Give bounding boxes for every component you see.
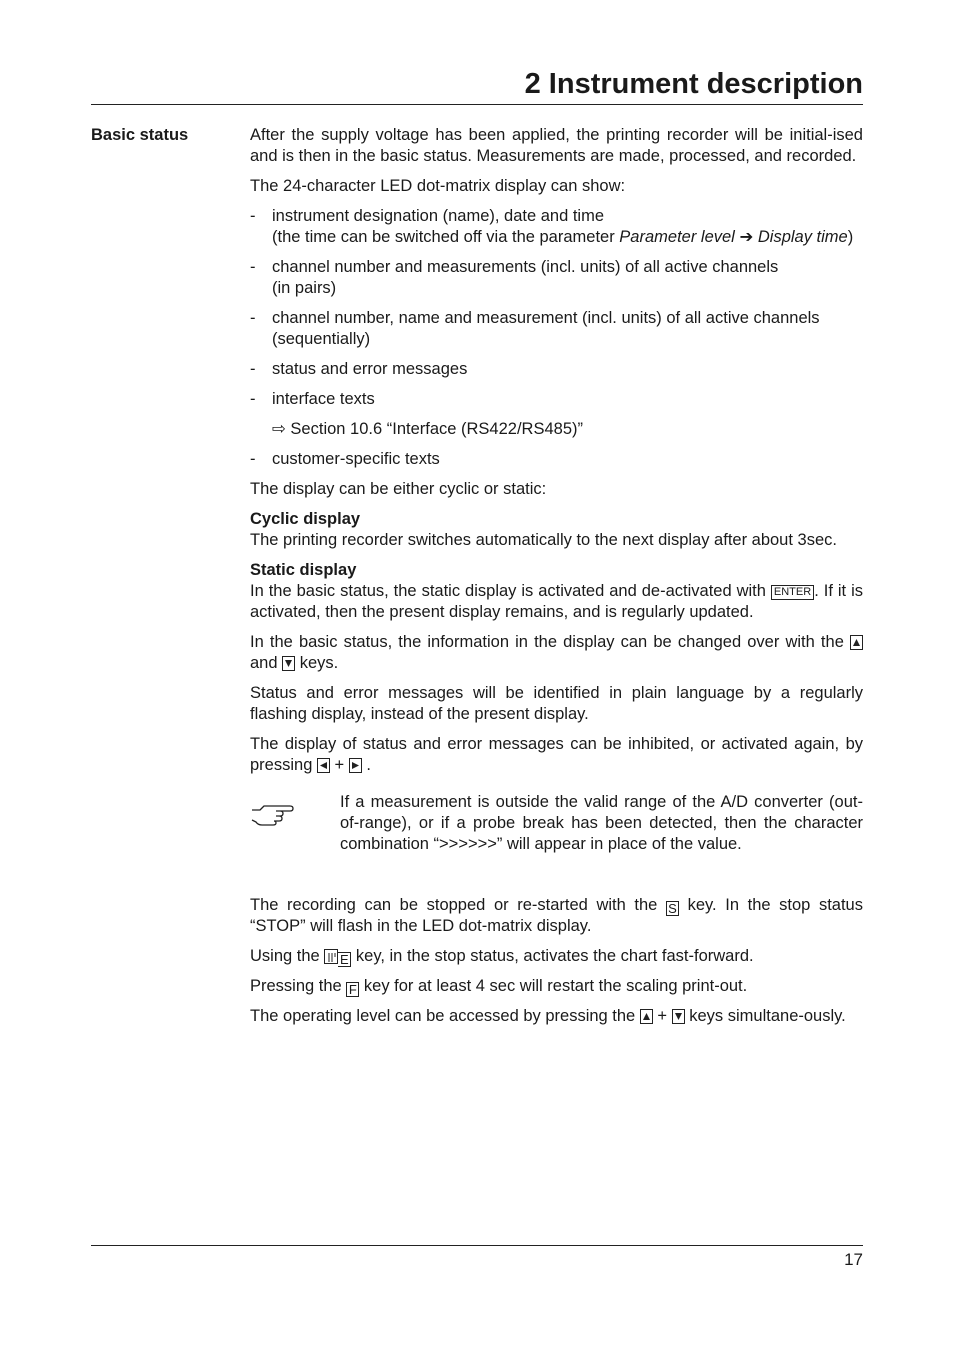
list-item: - channel number, name and measurement (incl. units) of all active channels (sequentially) (250, 309, 820, 348)
fast-forward-key-icon (324, 949, 338, 964)
enter-key-icon: ENTER (771, 585, 814, 600)
e-key-icon: E (338, 952, 351, 967)
list-item-text: instrument designation (name), date and time (272, 207, 605, 225)
key-changeover-paragraph: In the basic status, the information in the display can be changed over with the and keys. (250, 632, 863, 674)
static-display-heading: Static display (250, 561, 357, 579)
cross-reference-text: Section 10.6 “Interface (RS422/RS485)” (290, 420, 583, 438)
intro-paragraph: After the supply voltage has been applied, the printing recorder will be initial-ised and is then in the basic status. Measurements are made, processed, and recorded. (250, 126, 863, 165)
list-item: - status and error messages (250, 359, 863, 380)
cyclic-display-heading: Cyclic display (250, 510, 361, 528)
list-item: - channel number and measurements (incl. units) of all active channels (in pairs) (250, 258, 779, 297)
page-header-title: 2 Instrument description (524, 68, 863, 100)
f-key-icon: F (346, 982, 359, 997)
up-key-icon (640, 1009, 653, 1024)
cross-reference-arrow-icon: ⇨ (272, 420, 286, 438)
list-item: - customer-specific texts (250, 449, 863, 470)
parameter-level-ref: Parameter level (619, 228, 735, 246)
down-key-icon (282, 656, 295, 671)
display-content-list (250, 206, 863, 470)
cyclic-display-text: The printing recorder switches automatically to the next display after about 3sec. (250, 531, 837, 549)
list-item: - interface texts (250, 389, 863, 410)
cross-reference (272, 419, 863, 440)
footer-rule (91, 1245, 863, 1246)
arrow-icon: ➔ (734, 228, 758, 246)
list-item-text: customer-specific texts (272, 450, 440, 468)
fast-forward-paragraph: Using the E key, in the stop status, activates the chart fast-forward. (250, 947, 754, 967)
note-text: If a measurement is outside the valid range of the A/D converter (out-of-range), or if a probe break has been detected, then the character combination “>>>>>>” will appear in place of the value. (340, 793, 863, 853)
inhibit-messages-paragraph: The display of status and error messages can be inhibited, or activated again, by pressing + . (250, 735, 863, 774)
left-key-icon (317, 758, 330, 773)
list-dash: - (250, 207, 256, 225)
display-time-ref: Display time (757, 228, 848, 246)
list-item: - instrument designation (name), date and time (the time can be switched off via the parameter Parameter level ➔ Display time) (250, 207, 854, 246)
display-mode-intro: The display can be either cyclic or static: (250, 480, 547, 498)
cyclic-display-block (250, 509, 863, 551)
display-capability-paragraph: The 24-character LED dot-matrix display can show: (250, 177, 626, 195)
status-messages-paragraph: Status and error messages will be identified in plain language by a regularly flashing display, instead of the present display. (250, 684, 863, 723)
scaling-printout-paragraph: Pressing the F key for at least 4 sec will restart the scaling print-out. (250, 977, 748, 997)
down-key-icon (672, 1009, 685, 1024)
up-key-icon (850, 635, 863, 650)
page-number: 17 (844, 1250, 863, 1269)
list-item-text: channel number, name and measurement (incl. units) of all active channels (272, 309, 820, 327)
section-label: Basic status (91, 126, 189, 144)
pointing-hand-icon (250, 792, 340, 855)
right-key-icon (349, 758, 362, 773)
main-content (250, 125, 863, 1036)
list-item-text: channel number and measurements (incl. units) of all active channels (272, 258, 779, 276)
s-key-icon: S (666, 901, 679, 916)
stop-key-paragraph: The recording can be stopped or re-started with the S key. In the stop status “STOP” will flash in the LED dot-matrix display. (250, 896, 863, 935)
static-display-block: Static display In the basic status, the static display is activated and de-activated with ENTER . If it is activated, then the present display remains, and is regularly updated. (250, 561, 863, 621)
list-item-text: interface texts (272, 390, 375, 408)
header-rule (91, 104, 863, 105)
note-block (250, 792, 863, 855)
list-item-text: status and error messages (272, 360, 468, 378)
operating-level-paragraph: The operating level can be accessed by pressing the + keys simultane-ously. (250, 1007, 846, 1025)
